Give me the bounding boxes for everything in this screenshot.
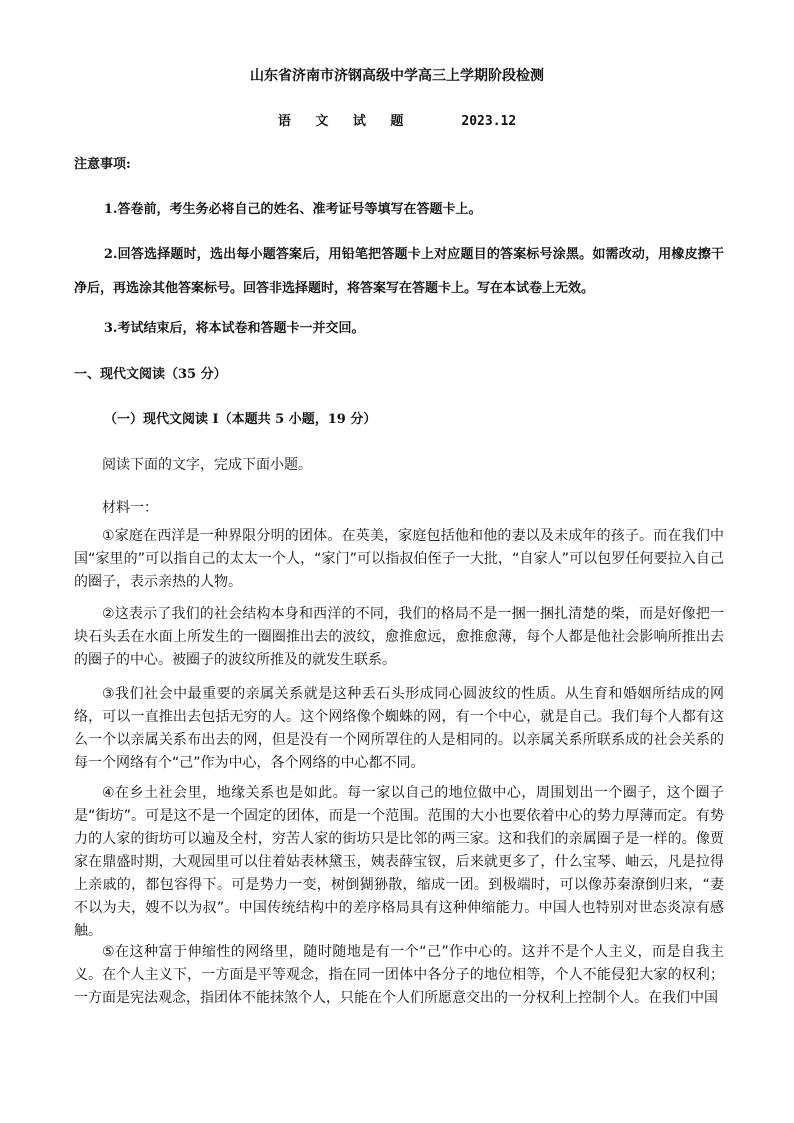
paragraph-1: ①家庭在西洋是一种界限分明的团体。在英美，家庭包括他和他的妻以及未成年的孩子。而在我们中国“家里的”可以指自己的太太一个人，“家门”可以指叔伯侄子一大批，“自家人”可以包罗任何要拉入自己的圈子，表示亲热的人物。	[74, 528, 724, 590]
notice-item-3: 3.考试结束后，将本试卷和答题卡一并交回。	[103, 321, 365, 336]
reading-instruction: 阅读下面的文字，完成下面小题。	[102, 457, 312, 473]
exam-subtitle	[0, 112, 794, 132]
section-heading: 一、现代文阅读（35 分）	[74, 367, 227, 382]
paragraph-2: ②这表示了我们的社会结构本身和西洋的不同，我们的格局不是一捆一捆扎清楚的柴，而是好像把一块石头丢在水面上所发生的一圈圈推出去的波纹，愈推愈远，愈推愈薄，每个人都是他社会影响所推出去的圈子的中心。被圈子的波纹所推及的就发生联系。	[74, 606, 724, 668]
exam-date: 2023.12	[461, 114, 517, 129]
notice-item-1: 1.答卷前，考生务必将自己的姓名、准考证号等填写在答题卡上。	[103, 202, 482, 217]
exam-title: 山东省济南市济钢高级中学高三上学期阶段检测	[250, 68, 544, 84]
section-subheading: （一）现代文阅读 I（本题共 5 小题，19 分）	[104, 412, 377, 427]
notice-item-2: 2.回答选择题时，选出每小题答案后，用铅笔把答题卡上对应题目的答案标号涂黑。如需改动，用橡皮擦干净后，再选涂其他答案标号。回答非选择题时，将答案写在答题卡上。写在本试卷上无效。	[74, 247, 724, 296]
notice-heading: 注意事项:	[74, 157, 131, 172]
paragraph-5: ⑤在这种富于伸缩性的网络里，随时随地是有一个“己”作中心的。这并不是个人主义，而是自我主义。在个人主义下，一方面是平等观念，指在同一团体中各分子的地位相等，个人不能侵犯大家的权利；一方面是宪法观念，指团体不能抹煞个人，只能在个人们所愿意交出的一分权利上控制个人。在我们中国	[74, 944, 724, 1006]
material-label: 材料一：	[102, 500, 158, 516]
paragraph-4: ④在乡土社会里，地缘关系也是如此。每一家以自己的地位做中心，周围划出一个圈子，这个圈子是“街坊”。可是这不是一个固定的团体，而是一个范围。范围的大小也要依着中心的势力厚薄而定。有势力的人家的街坊可以遍及全村，穷苦人家的街坊只是比邻的两三家。这和我们的亲属圈子是一样的。像贾家在鼎盛时期，大观园里可以住着姑表林黛玉，姨表薛宝钗，后来就更多了，什么宝琴、岫云，凡是拉得上亲戚的，都包容得下。可是势力一变，树倒猢狲散，缩成一团。到极端时，可以像苏秦潦倒归来，“妻不以为夫，嫂不以为叔”。中国传统结构中的差序格局具有这种伸缩能力。中国人也特别对世态炎凉有感触。	[74, 785, 724, 939]
paragraph-3: ③我们社会中最重要的亲属关系就是这种丢石头形成同心圆波纹的性质。从生育和婚姻所结成的网络，可以一直推出去包括无穷的人。这个网络像个蜘蛛的网，有一个中心，就是自己。我们每个人都有这么一个以亲属关系布出去的网，但是没有一个网所罩住的人是相同的。以亲属关系所联系成的社会关系的每一个网络有个“己”作为中心，各个网络的中心都不同。	[74, 686, 724, 771]
subject-label: 语 文 试 题	[277, 114, 414, 129]
